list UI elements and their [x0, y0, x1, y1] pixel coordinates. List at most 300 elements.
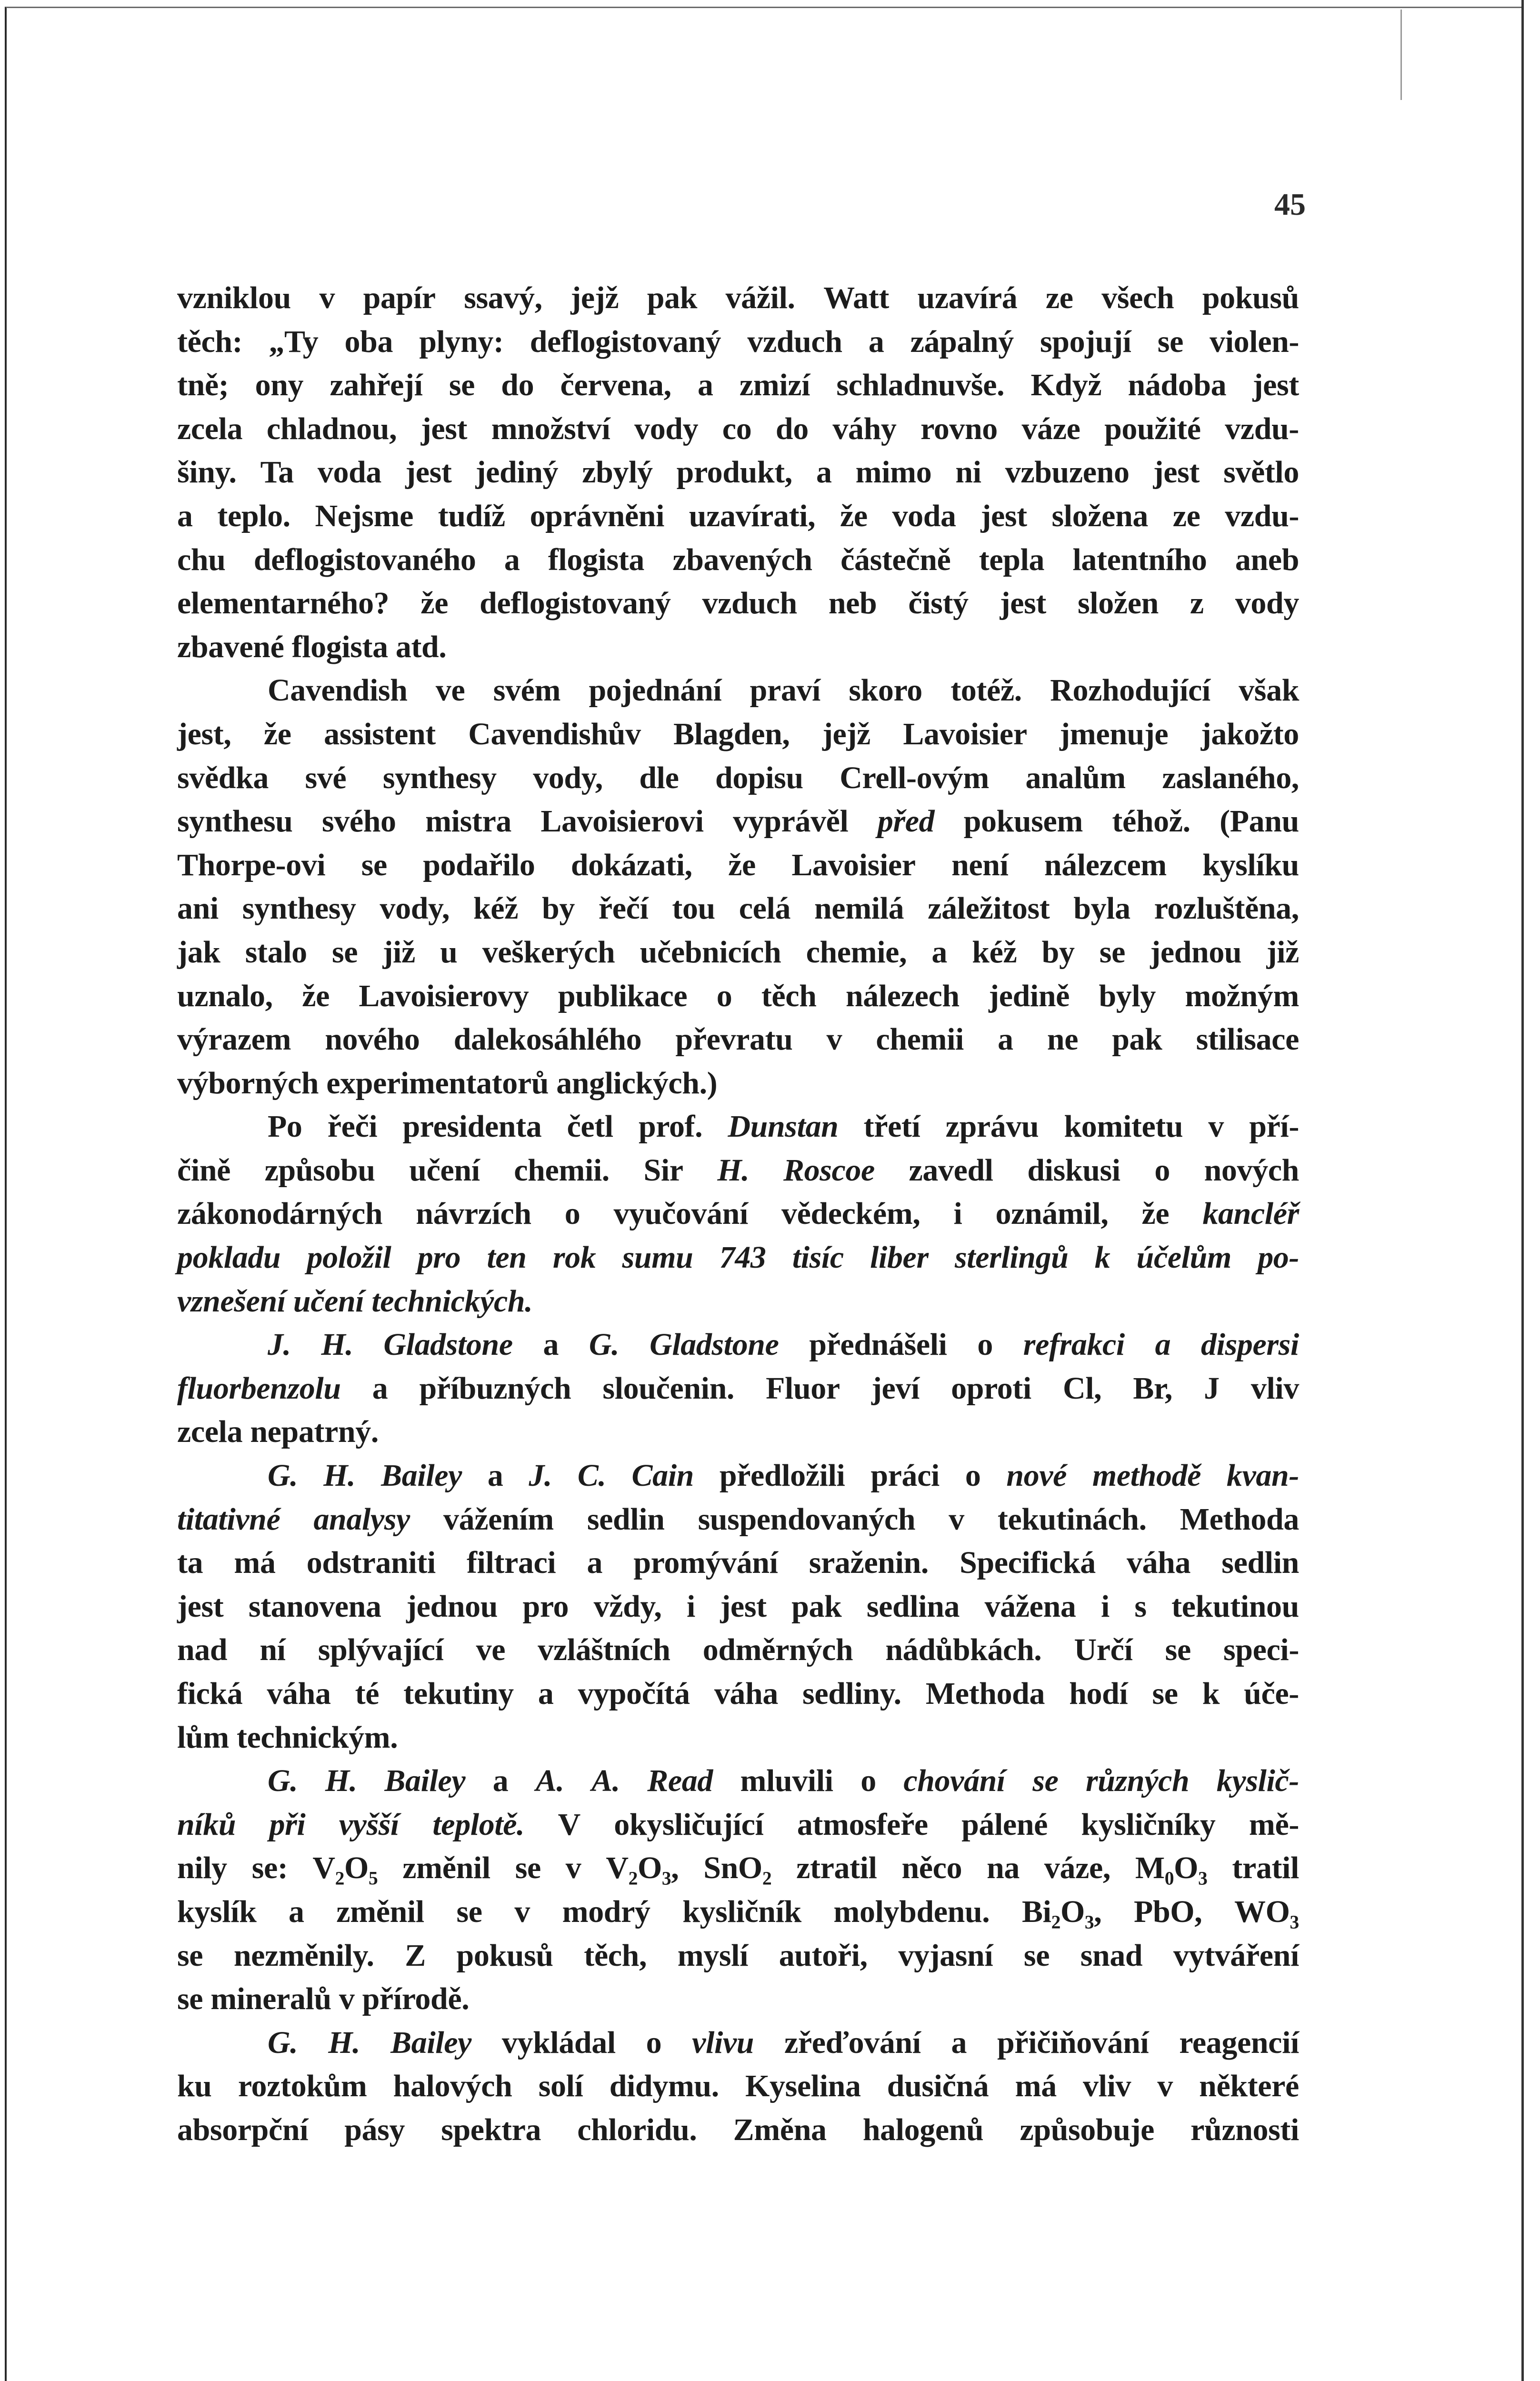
word: zcela — [177, 1414, 243, 1450]
word: Watt — [823, 280, 889, 315]
word: jest — [177, 1589, 224, 1624]
word: své — [305, 760, 347, 795]
word: výborných — [177, 1065, 319, 1100]
word: vliv — [1250, 1371, 1299, 1406]
italic-word: Cain — [631, 1458, 694, 1493]
word: o — [965, 1458, 981, 1493]
word: světlo — [1223, 455, 1299, 490]
text-line — [177, 2108, 1299, 2152]
word: produkt, — [676, 455, 792, 490]
word: hodí — [1069, 1676, 1128, 1711]
word: spojují — [1040, 324, 1131, 359]
word: reagencií — [1179, 2025, 1299, 2060]
word: červena, — [560, 368, 671, 403]
text-line — [177, 581, 1299, 625]
paragraph-first-line — [177, 669, 1299, 712]
word: s — [1134, 1589, 1147, 1624]
word: Cavendishův — [468, 716, 641, 751]
word: v — [319, 280, 335, 315]
italic-word: Gladstone — [383, 1327, 513, 1362]
text-line — [177, 1061, 1299, 1105]
word: v — [339, 1981, 355, 2017]
italic-word: G. — [268, 2025, 298, 2060]
word: nezměnily. — [233, 1938, 374, 1973]
word: Lavoisierovy — [359, 978, 529, 1013]
word: vzduch — [702, 586, 797, 621]
italic-word: H. — [328, 2025, 360, 2060]
word: že — [302, 978, 330, 1013]
word: má — [234, 1545, 276, 1581]
word: vzdu- — [1225, 498, 1299, 533]
word: pak — [791, 1589, 842, 1624]
word: nových — [1204, 1152, 1299, 1188]
word: sloučenin. — [602, 1371, 734, 1406]
italic-word: 743 — [719, 1240, 766, 1275]
word: vzduch — [747, 324, 842, 359]
word: a — [543, 1327, 559, 1362]
word: atmosfeře — [797, 1807, 928, 1842]
italic-word: nové — [1006, 1458, 1067, 1493]
word: i — [686, 1589, 695, 1624]
word: v — [565, 1851, 581, 1886]
word: flogista — [291, 629, 388, 664]
word: Kyselina — [745, 2069, 861, 2104]
word: i — [953, 1196, 962, 1231]
word: kyslíku — [1202, 847, 1299, 882]
word: V₂O₅ — [312, 1851, 378, 1886]
word: pří- — [1249, 1109, 1299, 1144]
word: částečně — [840, 542, 951, 577]
word: o — [646, 2025, 662, 2060]
word: nily — [177, 1851, 227, 1886]
word: Nejsme — [315, 498, 414, 533]
word: předložili — [719, 1458, 845, 1493]
word: splývající — [318, 1632, 444, 1668]
word: neb — [828, 586, 877, 621]
word: Určí — [1074, 1632, 1133, 1668]
word: čistý — [908, 586, 969, 621]
word: vyprávěl — [733, 804, 849, 839]
word: deflogistovaného — [253, 542, 476, 577]
text-line — [177, 1672, 1299, 1716]
word: anglických.) — [556, 1065, 718, 1100]
italic-word: vlivu — [692, 2025, 754, 2060]
word: roztokům — [238, 2069, 367, 2104]
word: M₀O₃ — [1135, 1851, 1208, 1886]
word: skoro — [849, 673, 922, 708]
italic-word: H. — [321, 1327, 353, 1362]
word: Lavoisier — [903, 716, 1027, 751]
word: uznalo, — [177, 978, 273, 1013]
word: ku — [177, 2069, 212, 2104]
word: diskusi — [1027, 1152, 1120, 1188]
word: oznámil, — [995, 1196, 1109, 1231]
word: mě- — [1249, 1807, 1299, 1842]
text-line — [177, 1628, 1299, 1672]
word: tratil — [1232, 1851, 1299, 1886]
word: se: — [251, 1851, 288, 1886]
word: těch — [761, 978, 817, 1013]
word: v — [949, 1501, 964, 1537]
italic-word: Read — [647, 1763, 713, 1799]
word: chloridu. — [577, 2112, 697, 2147]
italic-word: Bailey — [384, 1763, 466, 1799]
word: chemii — [876, 1022, 964, 1057]
word: jedině — [989, 978, 1070, 1013]
text-line — [177, 1934, 1299, 1978]
text-line — [177, 1018, 1299, 1061]
word: technickým. — [236, 1720, 398, 1755]
word: a — [816, 455, 832, 490]
word: V — [558, 1807, 580, 1842]
word: violen- — [1210, 324, 1299, 359]
paragraph-first-line — [177, 1323, 1299, 1367]
word: Lavoisier — [791, 847, 916, 882]
word: nádůbkách. — [885, 1632, 1042, 1668]
italic-word: A. — [535, 1763, 564, 1799]
word: uzavírá — [917, 280, 1018, 315]
word: chladnou, — [266, 411, 397, 446]
word: tepla — [979, 542, 1045, 577]
text-line — [177, 1498, 1299, 1541]
word: tou — [672, 891, 715, 926]
word: ze — [1172, 498, 1200, 533]
word: PbO, — [1134, 1894, 1202, 1929]
word: něco — [901, 1851, 962, 1886]
word: vody — [634, 411, 699, 446]
italic-word: teplotě. — [432, 1807, 525, 1842]
word: spektra — [441, 2112, 541, 2147]
word: zbylý — [582, 455, 653, 490]
word: a — [177, 498, 193, 533]
word: ssavý, — [464, 280, 542, 315]
italic-word: pokladu — [177, 1240, 281, 1275]
word: (Panu — [1220, 804, 1299, 839]
word: a — [538, 1676, 554, 1711]
word: chemii. — [514, 1152, 610, 1188]
text-line — [177, 1149, 1299, 1192]
word: komitetu — [1064, 1109, 1183, 1144]
word: svém — [493, 673, 561, 708]
word: Cl, — [1062, 1371, 1102, 1406]
italic-word: kvan- — [1226, 1458, 1299, 1493]
word: se — [1165, 1632, 1191, 1668]
word: v — [1157, 2069, 1173, 2104]
italic-word: analysy — [313, 1501, 410, 1537]
italic-word: ten — [487, 1240, 527, 1275]
word: jest, — [177, 716, 231, 751]
text-line — [177, 1367, 1299, 1411]
scan-margin-mark — [1400, 10, 1521, 100]
word: elementarného? — [177, 586, 390, 621]
word: má — [1015, 2069, 1057, 2104]
word: nového — [325, 1022, 420, 1057]
word: podařilo — [423, 847, 535, 882]
word: dle — [639, 760, 679, 795]
text-line — [177, 494, 1299, 538]
italic-word: chování — [903, 1763, 1005, 1799]
word: okysličující — [614, 1807, 764, 1842]
word: v — [826, 1022, 842, 1057]
word: kysličníky — [1081, 1807, 1216, 1842]
word: změnil — [402, 1851, 490, 1886]
text-line — [177, 276, 1299, 320]
italic-word: k — [1094, 1240, 1110, 1275]
word: vody, — [533, 760, 603, 795]
word: filtraci — [466, 1545, 556, 1581]
text-line — [177, 1541, 1299, 1585]
word: zprávu — [945, 1109, 1039, 1144]
italic-word: níků — [177, 1807, 236, 1842]
word: zápalný — [910, 324, 1014, 359]
text-line — [177, 407, 1299, 451]
text-line — [177, 974, 1299, 1018]
word: množství — [491, 411, 610, 446]
word: pak — [1112, 1022, 1162, 1057]
word: vytváření — [1173, 1938, 1299, 1973]
word: jest — [1000, 586, 1046, 621]
text-line — [177, 1890, 1299, 1934]
word: Lavoisierovi — [540, 804, 704, 839]
italic-word: A. — [591, 1763, 620, 1799]
word: sedlina — [866, 1589, 960, 1624]
word: váze — [1021, 411, 1080, 446]
italic-word: refrakci — [1023, 1327, 1125, 1362]
text-line — [177, 320, 1299, 364]
italic-word: různých — [1086, 1763, 1190, 1799]
word: Ta — [260, 455, 294, 490]
word: již — [1266, 934, 1299, 970]
italic-word: liber — [870, 1240, 929, 1275]
word: a — [951, 2025, 967, 2060]
word: třetí — [863, 1109, 920, 1144]
word: ztratil — [796, 1851, 877, 1886]
word: že — [840, 498, 868, 533]
word: pokusem — [963, 804, 1083, 839]
word: flogista — [548, 542, 644, 577]
word: praví — [750, 673, 820, 708]
word: že — [1141, 1196, 1170, 1231]
word: sedliny. — [802, 1676, 901, 1711]
italic-word: po- — [1258, 1240, 1299, 1275]
word: k — [1202, 1676, 1220, 1711]
word: a — [998, 1022, 1013, 1057]
word: mluvili — [740, 1763, 833, 1799]
word: a — [289, 1894, 304, 1929]
word: čině — [177, 1152, 231, 1188]
paragraph-first-line — [177, 1454, 1299, 1498]
italic-word: dispersi — [1201, 1327, 1299, 1362]
word: nádoba — [1128, 368, 1227, 403]
word: pálené — [961, 1807, 1048, 1842]
word: ony — [255, 368, 304, 403]
word: Bi₂O₃, — [1022, 1894, 1102, 1929]
word: didymu. — [609, 2069, 719, 2104]
word: aneb — [1235, 542, 1299, 577]
word: vzbuzeno — [1005, 455, 1130, 490]
word: by — [1041, 934, 1075, 970]
word: ani — [177, 891, 219, 926]
italic-word: pro — [417, 1240, 461, 1275]
word: myslí — [677, 1938, 749, 1973]
word: atd. — [395, 629, 447, 664]
italic-word: H. — [325, 1763, 357, 1799]
italic-word: sterlingů — [955, 1240, 1069, 1275]
word: pojednání — [589, 673, 722, 708]
word: nad — [177, 1632, 228, 1668]
word: změnil — [336, 1894, 424, 1929]
word: totéž. — [950, 673, 1022, 708]
word: stalo — [245, 934, 307, 970]
word: četl — [567, 1109, 613, 1144]
word: záležitost — [928, 891, 1050, 926]
word: suspendovaných — [698, 1501, 916, 1537]
word: v — [514, 1894, 530, 1929]
word: kysličník — [682, 1894, 801, 1929]
word: ne — [1047, 1022, 1079, 1057]
text-line — [177, 1977, 1299, 2021]
word: vážil. — [725, 280, 795, 315]
word: dopisu — [715, 760, 803, 795]
word: váha — [267, 1676, 331, 1711]
word: jeví — [871, 1371, 920, 1406]
word: papír — [363, 280, 436, 315]
word: publikace — [558, 978, 688, 1013]
italic-word: tisíc — [792, 1240, 844, 1275]
word: jakožto — [1200, 716, 1299, 751]
word: jednou — [1150, 934, 1242, 970]
word: některé — [1199, 2069, 1299, 2104]
word: téhož. — [1112, 804, 1190, 839]
page-number: 45 — [1274, 187, 1306, 222]
word: mineralů — [210, 1981, 331, 2017]
word: se — [1023, 1938, 1050, 1973]
word: vykládal — [501, 2025, 616, 2060]
word: že — [728, 847, 756, 882]
text-line — [177, 843, 1299, 887]
word: Specifická — [960, 1545, 1096, 1581]
word: ta — [177, 1545, 203, 1581]
word: jediný — [475, 455, 559, 490]
word: u — [440, 934, 458, 970]
word: zákonodárných — [177, 1196, 383, 1231]
word: promývání — [633, 1545, 778, 1581]
word: halogenů — [862, 2112, 984, 2147]
word: váhy — [832, 411, 897, 446]
word: výrazem — [177, 1022, 291, 1057]
italic-word: G. — [268, 1763, 298, 1799]
word: deflogistovaný — [480, 586, 671, 621]
word: chu — [177, 542, 226, 577]
word: fická — [177, 1676, 243, 1711]
word: SnO₂ — [703, 1851, 772, 1886]
italic-word: položil — [307, 1240, 391, 1275]
word: jednou — [406, 1589, 498, 1624]
word: jmenuje — [1060, 716, 1169, 751]
word: nálezech — [845, 978, 960, 1013]
word: voda — [892, 498, 956, 533]
word: ve — [476, 1632, 506, 1668]
paragraph-first-line — [177, 2021, 1299, 2065]
word: tudíž — [438, 498, 505, 533]
italic-word: C. — [577, 1458, 606, 1493]
word: zbavených — [672, 542, 812, 577]
word: pokusů — [456, 1938, 553, 1973]
word: by — [542, 891, 575, 926]
word: váze, — [1044, 1851, 1110, 1886]
word: analům — [1025, 760, 1126, 795]
word: speci- — [1223, 1632, 1299, 1668]
italic-word: H. — [323, 1458, 356, 1493]
word: učebnicích — [640, 934, 781, 970]
paragraph-first-line — [177, 1759, 1299, 1803]
italic-word: Roscoe — [783, 1152, 875, 1188]
word: vzdu- — [1225, 411, 1299, 446]
word: halových — [393, 2069, 512, 2104]
word: „Ty — [269, 324, 319, 359]
text-line — [177, 450, 1299, 494]
word: kéž — [473, 891, 519, 926]
word: se — [332, 934, 358, 970]
word: návrzích — [416, 1196, 531, 1231]
word: molybdenu. — [833, 1894, 990, 1929]
word: na — [987, 1851, 1020, 1886]
word: šiny. — [177, 455, 237, 490]
text-line — [177, 625, 1299, 669]
word: vzláštních — [538, 1632, 670, 1668]
word: o — [1154, 1152, 1170, 1188]
paragraph-first-line — [177, 1105, 1299, 1149]
word: Když — [1030, 368, 1102, 403]
italic-word: Bailey — [381, 1458, 462, 1493]
word: váha — [1126, 1545, 1191, 1581]
word: dalekosáhlého — [453, 1022, 642, 1057]
word: pásy — [344, 2112, 405, 2147]
word: synthesu — [177, 804, 293, 839]
word: a — [372, 1371, 388, 1406]
word: jest — [1252, 368, 1299, 403]
word: nálezcem — [1044, 847, 1167, 882]
word: sedlin — [587, 1501, 665, 1537]
word: ni — [955, 455, 981, 490]
word: co — [722, 411, 752, 446]
word: mistra — [425, 804, 511, 839]
word: byla — [1073, 891, 1130, 926]
word: do — [775, 411, 809, 446]
word: zaslaného, — [1162, 760, 1299, 795]
text-line — [177, 1192, 1299, 1236]
word: o — [860, 1763, 876, 1799]
word: absorpční — [177, 2112, 309, 2147]
word: Methoda — [1180, 1501, 1299, 1537]
italic-word: sumu — [622, 1240, 693, 1275]
text-line — [177, 1716, 1299, 1760]
word: teplo. — [217, 498, 290, 533]
word: vážena — [984, 1589, 1076, 1624]
word: o — [716, 978, 732, 1013]
body-text — [177, 276, 1299, 2152]
word: zmizí — [739, 368, 810, 403]
word: Sir — [643, 1152, 683, 1188]
italic-word: titativné — [177, 1501, 280, 1537]
word: Methoda — [925, 1676, 1045, 1711]
text-line — [177, 538, 1299, 582]
word: odstraniti — [306, 1545, 436, 1581]
word: oproti — [951, 1371, 1031, 1406]
word: rozluštěna, — [1154, 891, 1299, 926]
word: se — [449, 368, 475, 403]
word: zřeďování — [784, 2025, 921, 2060]
